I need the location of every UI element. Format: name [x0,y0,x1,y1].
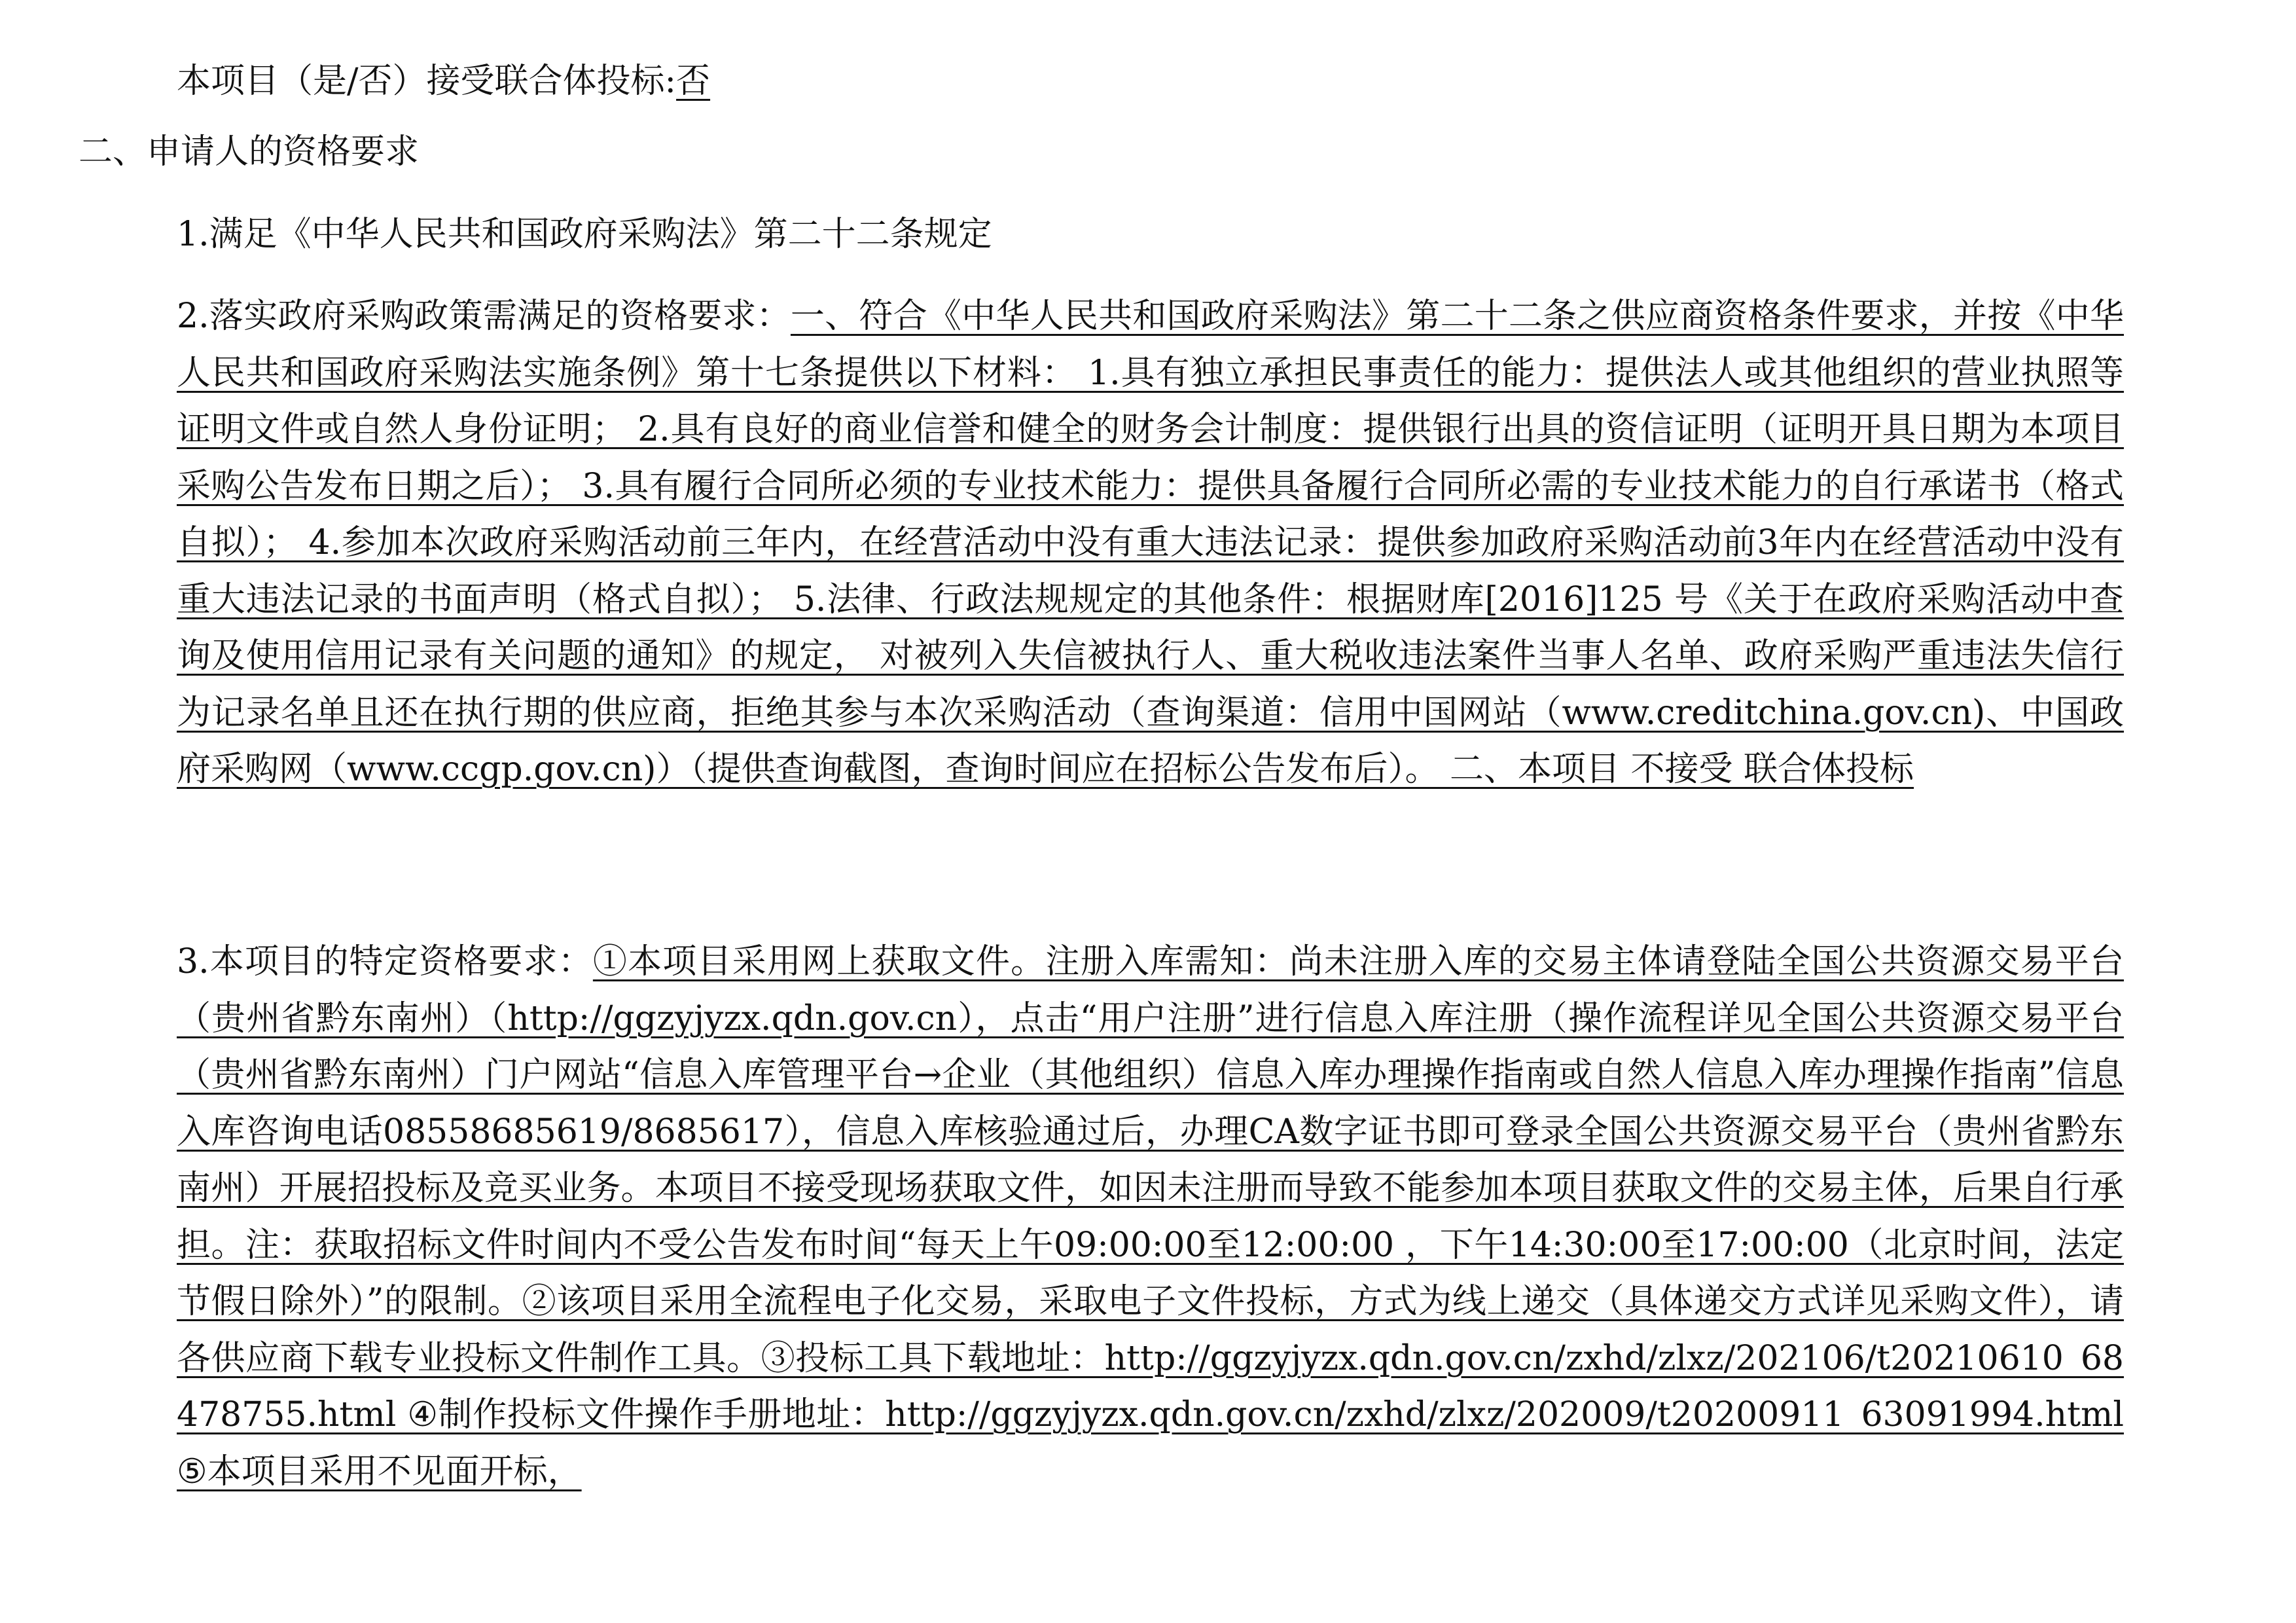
requirement-item-2-label: 2.落实政府采购政策需满足的资格要求： [177,297,791,336]
consortium-value: 否 [676,62,711,101]
requirement-item-3-label: 3.本项目的特定资格要求： [177,942,593,981]
consortium-line [177,58,710,105]
requirement-item-3-content: ①本项目采用网上获取文件。注册入库需知：尚未注册入库的交易主体请登陆全国公共资源交易平台（贵州省黔东南州）（http://ggzyjyzx.qdn.gov.cn），点击“用户注册”进行信息入库注册（操作流程详见全国公共资源交易平台（贵州省黔东南州）门户网站“信息入库管理平台→企业（其他组织）信息入库办理操作指南或自然人信息入库办理操作指南”信息入库咨询电话08558685619/8685617），信息入库核验通过后，办理CA数字证书即可登录全国公共资源交易平台（贵州省黔东南州）开展招投标及竞买业务。本项目不接受现场获取文件，如因未注册而导致不能参加本项目获取文件的交易主体，后果自行承担。注：获取招标文件时间内不受公告发布时间“每天上午09:00:00至12:00:00 ，下午14:30:00至17:00:00（北京时间，法定节假日除外）”的限制。②该项目采用全流程电子化交易，采取电子文件投标，方式为线上递交（具体递交方式详见采购文件），请各供应商下载专业投标文件制作工具。③投标工具下载地址：http://ggzyjyzx.qdn.gov.cn/zxhd/zlxz/202106/t20210610_68478755.html ④制作投标文件操作手册地址：http://ggzyjyzx.qdn.gov.cn/zxhd/zlxz/202009/t20200911_63091994.html ⑤本项目采用不见面开标， [177,942,2124,1491]
consortium-label: 本项目（是/否）接受联合体投标: [177,62,677,101]
requirement-item-2 [177,288,2124,798]
section-heading-applicant-requirements: 二、申请人的资格要求 [79,132,420,172]
requirement-item-1: 1.满足《中华人民共和国政府采购法》第二十二条规定 [177,215,992,254]
requirement-item-2-content: 一、符合《中华人民共和国政府采购法》第二十二条之供应商资格条件要求，并按《中华人民共和国政府采购法实施条例》第十七条提供以下材料： 1.具有独立承担民事责任的能力：提供法人或其他组织的营业执照等证明文件或自然人身份证明； 2.具有良好的商业信誉和健全的财务会计制度：提供银行出具的资信证明（证明开具日期为本项目采购公告发布日期之后）； 3.具有履行合同所必须的专业技术能力：提供具备履行合同所必需的专业技术能力的自行承诺书（格式自拟）； 4.参加本次政府采购活动前三年内，在经营活动中没有重大违法记录：提供参加政府采购活动前3年内在经营活动中没有重大违法记录的书面声明（格式自拟）； 5.法律、行政法规规定的其他条件：根据财库[2016]125 号《关于在政府采购活动中查询及使用信用记录有关问题的通知》的规定， 对被列入失信被执行人、重大税收违法案件当事人名单、政府采购严重违法失信行为记录名单且还在执行期的供应商，拒绝其参与本次采购活动（查询渠道：信用中国网站（www.creditchina.gov.cn)、中国政府采购网（www.ccgp.gov.cn)）（提供查询截图，查询时间应在招标公告发布后）。 二、本项目 不接受 联合体投标 [177,297,2124,789]
requirement-item-3 [177,934,2124,1500]
